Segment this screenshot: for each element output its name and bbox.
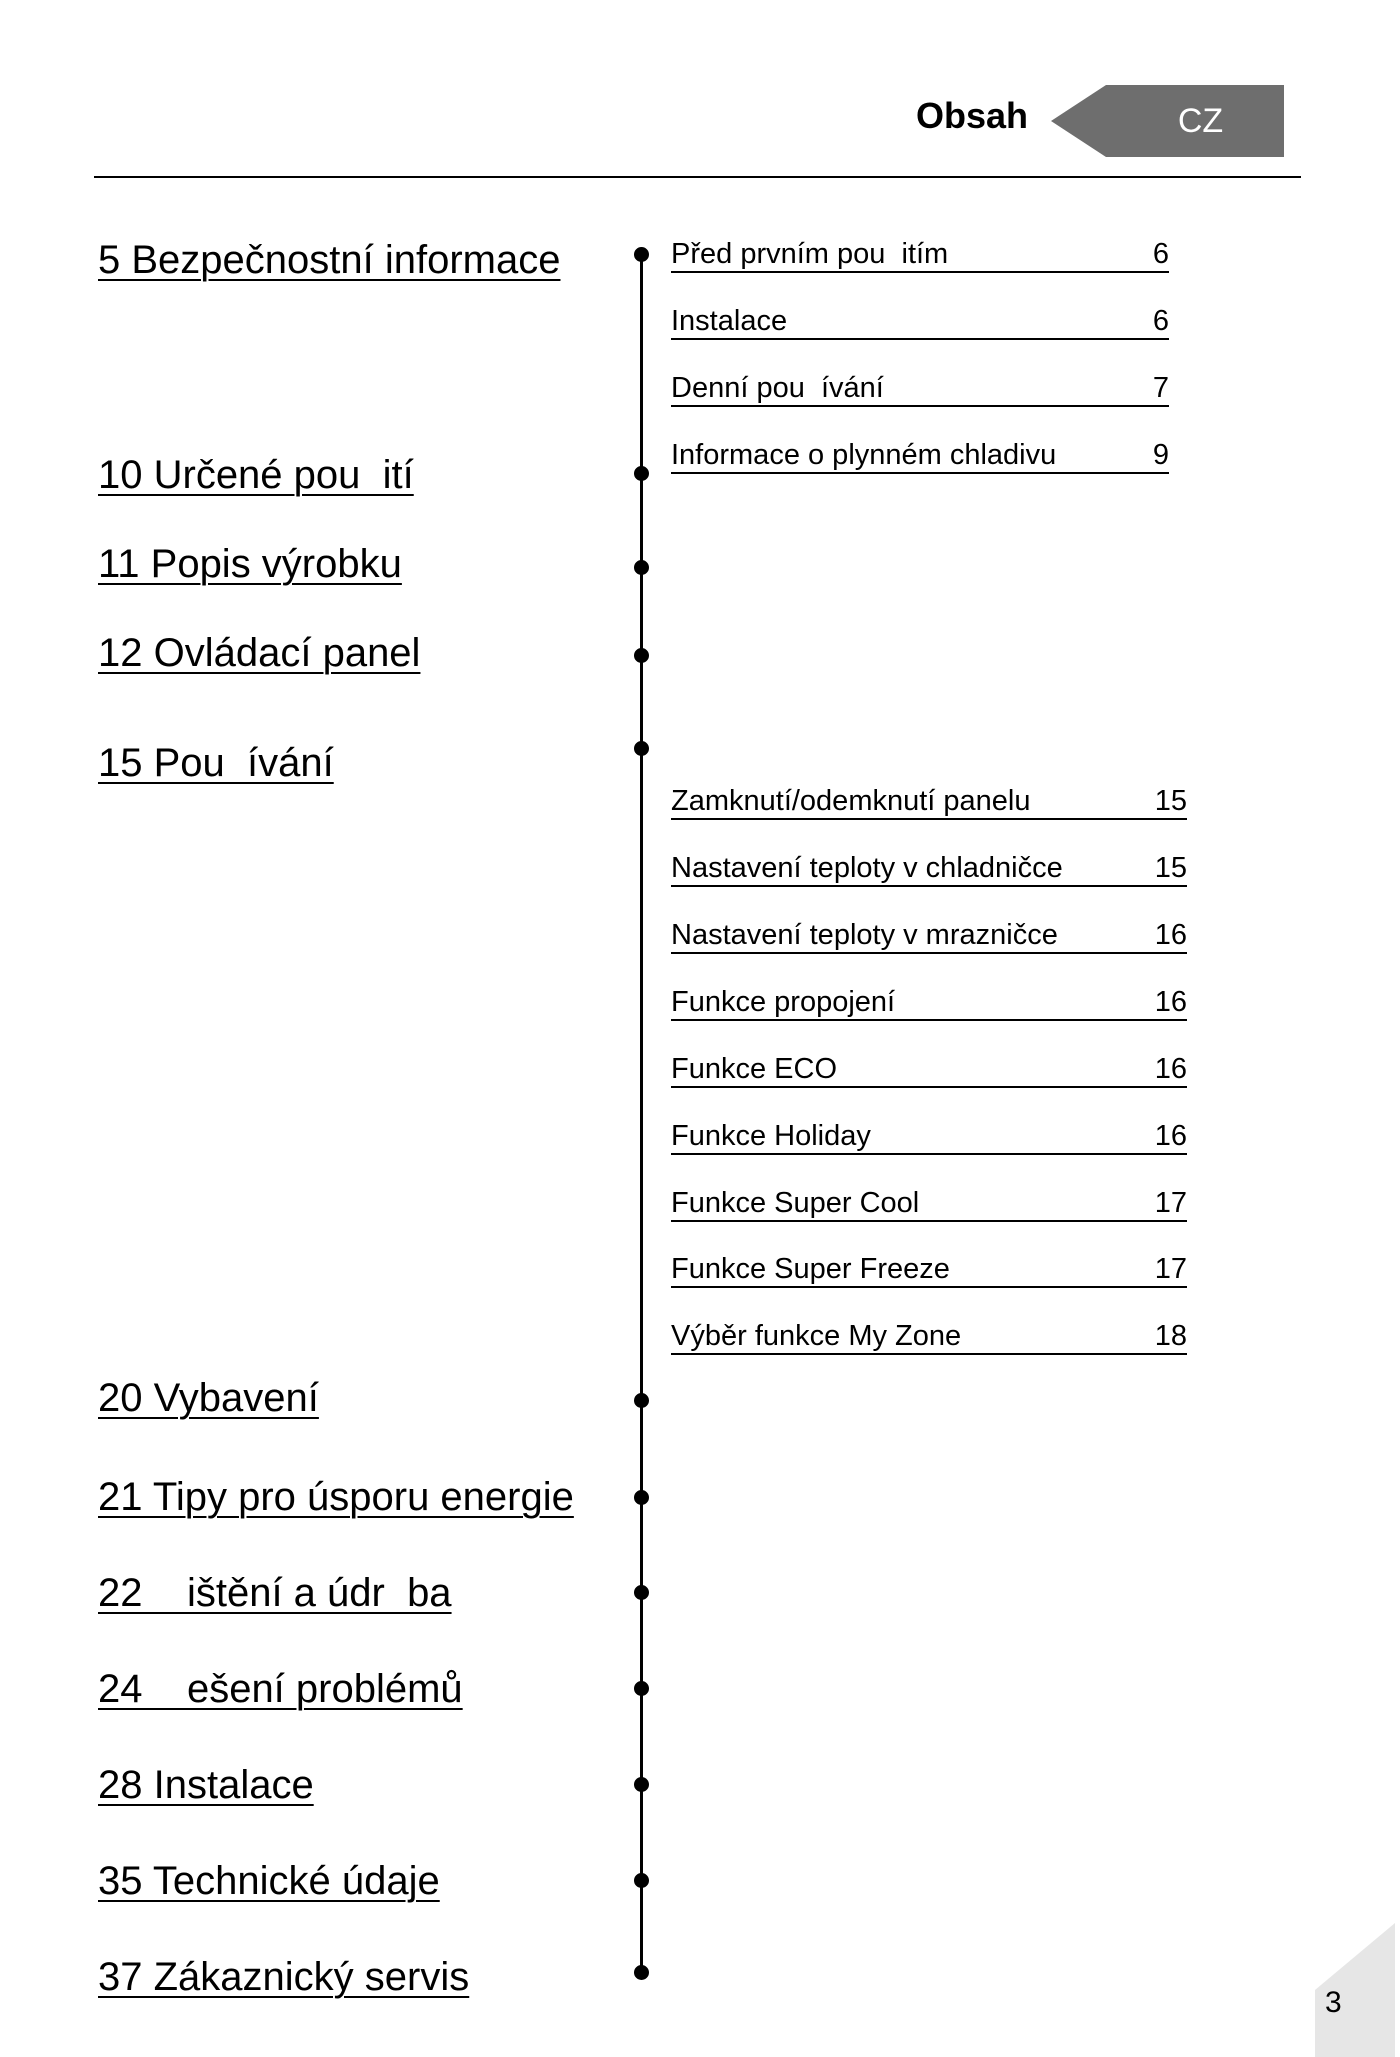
toc-subsection-label: Funkce Super Freeze: [671, 1253, 950, 1285]
toc-subsection-label: Funkce propojení: [671, 986, 896, 1018]
timeline-dot: [634, 741, 649, 756]
toc-subsection[interactable]: [671, 1186, 1187, 1222]
toc-subsection-page: 16: [1154, 1120, 1187, 1152]
toc-subsection-label: Výběr funkce My Zone: [671, 1320, 962, 1352]
toc-subsection[interactable]: [671, 1052, 1187, 1088]
toc-subsection-page: 7: [1152, 372, 1169, 404]
toc-section-use[interactable]: 15 Pou ívání: [98, 741, 334, 785]
language-label: CZ: [1177, 102, 1224, 140]
header-divider: [94, 176, 1301, 178]
timeline-dot: [634, 247, 649, 262]
toc-section-technical-data[interactable]: 35 Technické údaje: [98, 1859, 440, 1903]
toc-subsection-page: 17: [1154, 1253, 1187, 1285]
timeline-dot: [634, 1777, 649, 1792]
toc-subsection-page: 6: [1152, 305, 1169, 337]
page-title: Obsah: [916, 95, 1029, 136]
toc-section-customer-service[interactable]: 37 Zákaznický servis: [98, 1955, 470, 1999]
toc-subsection-label: Nastavení teploty v chladničce: [671, 852, 1063, 884]
toc-subsection[interactable]: [671, 371, 1169, 407]
toc-subsection-page: 9: [1152, 439, 1169, 471]
toc-subsection-page: 16: [1154, 1053, 1187, 1085]
toc-subsection-page: 6: [1152, 238, 1169, 270]
toc-subsection[interactable]: [671, 304, 1169, 340]
toc-section-troubleshooting[interactable]: 24 ešení problémů: [98, 1667, 463, 1711]
page-number: 3: [1325, 1986, 1342, 2019]
toc-subsection-label: Funkce Super Cool: [671, 1187, 920, 1219]
toc-subsection-label: Funkce Holiday: [671, 1120, 871, 1152]
toc-subsection[interactable]: [671, 1119, 1187, 1155]
timeline-dot: [634, 1965, 649, 1980]
toc-subsection[interactable]: [671, 784, 1187, 820]
toc-subsection-label: Informace o plynném chladivu: [671, 439, 1057, 471]
timeline-dot: [634, 1585, 649, 1600]
toc-section-installation[interactable]: 28 Instalace: [98, 1763, 314, 1807]
timeline-dot: [634, 1490, 649, 1505]
toc-section-safety[interactable]: 5 Bezpečnostní informace: [98, 238, 561, 282]
timeline-dot: [634, 560, 649, 575]
timeline-dot: [634, 1873, 649, 1888]
toc-subsection[interactable]: [671, 438, 1169, 474]
toc-subsection-page: 16: [1154, 919, 1187, 951]
toc-subsection-label: Funkce ECO: [671, 1053, 837, 1085]
toc-section-intended-use[interactable]: 10 Určené pou ití: [98, 453, 414, 497]
toc-section-product-description[interactable]: 11 Popis výrobku: [98, 542, 402, 586]
timeline-dot: [634, 648, 649, 663]
toc-subsection-page: 15: [1154, 785, 1187, 817]
toc-section-cleaning[interactable]: 22 ištění a údr ba: [98, 1571, 452, 1615]
toc-section-equipment[interactable]: 20 Vybavení: [98, 1376, 319, 1420]
toc-subsection-label: Před prvním pou itím: [671, 238, 949, 270]
toc-subsection[interactable]: [671, 1252, 1187, 1288]
toc-subsection-page: 17: [1154, 1187, 1187, 1219]
toc-subsection-label: Instalace: [671, 305, 788, 337]
timeline-line: [640, 254, 643, 1970]
toc-subsection-label: Zamknutí/odemknutí panelu: [671, 785, 1031, 817]
toc-subsection-label: Denní pou ívání: [671, 372, 884, 404]
timeline-dot: [634, 1393, 649, 1408]
language-tab: [1051, 85, 1284, 157]
timeline-dot: [634, 1681, 649, 1696]
toc-subsection[interactable]: [671, 1319, 1187, 1355]
toc-subsection[interactable]: [671, 918, 1187, 954]
timeline-dot: [634, 466, 649, 481]
toc-subsection[interactable]: [671, 851, 1187, 887]
toc-subsection[interactable]: [671, 985, 1187, 1021]
toc-section-control-panel[interactable]: 12 Ovládací panel: [98, 631, 421, 675]
toc-subsection-page: 15: [1154, 852, 1187, 884]
toc-subsection-page: 16: [1154, 986, 1187, 1018]
toc-section-energy-tips[interactable]: 21 Tipy pro úsporu energie: [98, 1475, 574, 1519]
page-corner-decoration: [1290, 1918, 1400, 2057]
toc-subsection-page: 18: [1154, 1320, 1187, 1352]
toc-subsection-label: Nastavení teploty v mrazničce: [671, 919, 1058, 951]
toc-subsection[interactable]: [671, 237, 1169, 273]
